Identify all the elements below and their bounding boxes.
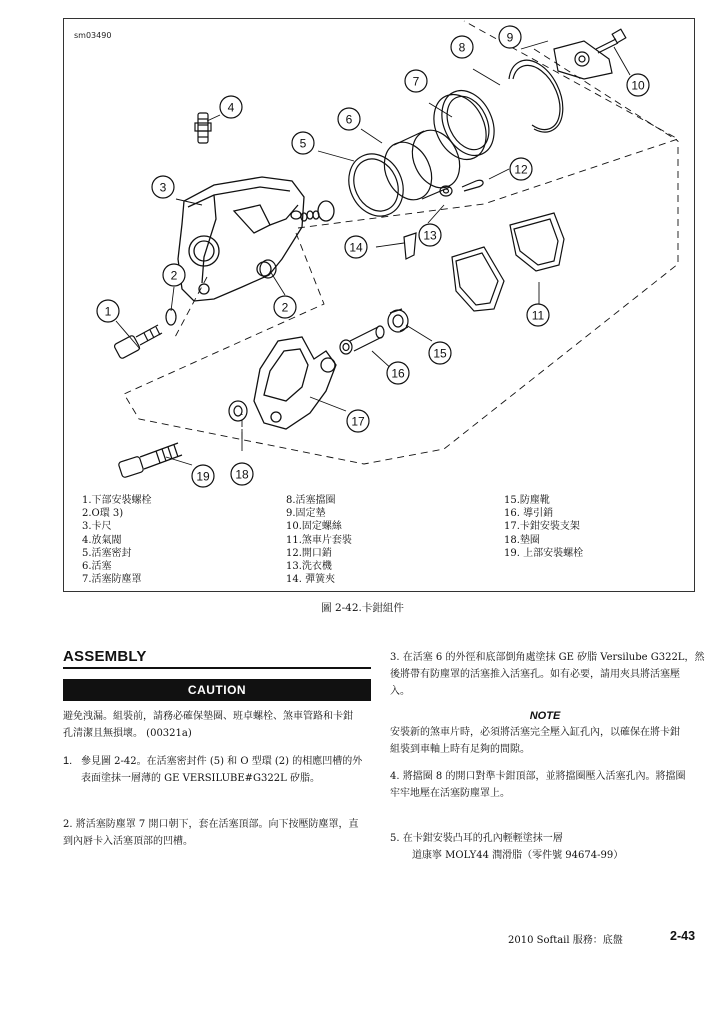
step-1 xyxy=(63,753,362,787)
step-text-line: 到內唇卡入活塞頂部的凹槽。 xyxy=(63,836,193,847)
step-text-line: 牢牢地壓在活塞防塵罩上。 xyxy=(390,788,510,799)
callout-number: 15 xyxy=(433,346,447,361)
spring-clip-drawing xyxy=(404,233,416,259)
legend-item: 3.卡尺 xyxy=(82,521,112,533)
legend-item: 15.防塵靴 xyxy=(504,495,550,506)
step-4 xyxy=(390,768,685,802)
callout-number: 4 xyxy=(227,100,235,115)
bleeder-valve-drawing xyxy=(195,113,211,143)
callout-number: 16 xyxy=(391,366,405,381)
step-text-line: 入。 xyxy=(390,686,410,697)
note-text xyxy=(390,724,680,758)
legend-item: 19. 上部安裝螺栓 xyxy=(504,547,584,559)
callout-number: 12 xyxy=(514,162,528,177)
step-2 xyxy=(63,816,358,850)
step-text-line: 表面塗抹一層薄的 GE VERSILUBE#G322L 矽脂。 xyxy=(81,773,320,784)
callout-leaders xyxy=(116,41,630,465)
step-text-line: 4. 將擋圈 8 的開口對準卡鉗頂部，並將擋圈壓入活塞孔內。將擋圈 xyxy=(390,771,686,782)
legend-item: 1.下部安裝螺栓 xyxy=(82,495,152,506)
callout-number: 7 xyxy=(412,74,420,89)
caution-banner: CAUTION xyxy=(63,679,371,701)
step-text-line: 3. 在活塞 6 的外徑和底部倒角處塗抹 GE 矽脂 Versilube G322L，然 xyxy=(390,652,705,663)
callout-number: 11 xyxy=(531,308,545,323)
footer-title: 2010 Softail 服務：底盤 xyxy=(508,935,623,946)
callout-number: 2 xyxy=(170,268,178,283)
caliper-exploded-diagram xyxy=(64,19,696,593)
piston-boot-drawing xyxy=(424,82,504,168)
legend-item: 8.活塞擋圈 xyxy=(286,495,336,506)
upper-mount-bolt-drawing xyxy=(118,443,182,478)
legend-item: 2.O環 3) xyxy=(82,508,124,520)
legend-item: 17.卡鉗安裝支架 xyxy=(504,521,580,533)
legend-item: 11.煞車片套裝 xyxy=(286,534,352,546)
legend-item: 5.活塞密封 xyxy=(82,547,132,559)
figure-box xyxy=(63,18,695,592)
caution-text-line: 孔清潔且無損壞。 (00321a) xyxy=(63,728,192,739)
note-text-line: 組裝到車軸上時有足夠的間隙。 xyxy=(390,744,530,755)
legend-column-1 xyxy=(82,494,152,586)
figure-caption: 圖 2-42.卡鉗組件 xyxy=(321,602,404,614)
callout-number: 10 xyxy=(631,78,645,93)
callout-number: 1 xyxy=(104,304,112,319)
callout-number: 6 xyxy=(345,112,353,127)
o-ring-lower-drawing xyxy=(166,309,176,325)
legend-item: 4.放氣閥 xyxy=(82,534,122,546)
callout-number: 9 xyxy=(506,30,514,45)
mounting-bracket-drawing xyxy=(254,337,336,429)
callout-number: 8 xyxy=(458,40,466,55)
legend-item: 6.活塞 xyxy=(82,561,112,573)
washer-18-drawing xyxy=(229,401,247,421)
step-5 xyxy=(390,830,623,864)
step-text-line: 2. 將活塞防塵罩 7 開口朝下，套在活塞頂部。向下按壓防塵罩，直 xyxy=(63,819,359,830)
assembly-guide-lines xyxy=(124,21,678,464)
step-number: 1. xyxy=(63,755,73,767)
callout-number: 13 xyxy=(423,228,437,243)
callout-number: 3 xyxy=(159,180,167,195)
brake-pad-set-drawing xyxy=(452,213,564,311)
retaining-washer-drawing xyxy=(554,41,612,79)
callout-number: 2 xyxy=(281,300,289,315)
note-text-line: 安裝新的煞車片時，必須將活塞完全壓入缸孔內，以確保在將卡鉗 xyxy=(390,727,680,738)
note-label: NOTE xyxy=(529,710,561,722)
cotter-pin-drawing xyxy=(462,180,483,191)
caliper-body-drawing xyxy=(178,177,334,301)
callout-number: 19 xyxy=(196,469,210,484)
legend-item: 12.開口銷 xyxy=(286,547,332,559)
callout-number: 17 xyxy=(351,414,365,429)
legend-item: 7.活塞防塵罩 xyxy=(82,574,142,586)
callout-number: 18 xyxy=(235,467,249,482)
section-title: ASSEMBLY xyxy=(63,648,147,665)
callout-number: 5 xyxy=(299,136,307,151)
callout-number: 14 xyxy=(349,240,363,255)
page-number: 2-43 xyxy=(670,929,696,943)
guide-pin-drawing xyxy=(340,326,384,354)
piston-drawing xyxy=(375,123,468,208)
legend-item: 18.墊圈 xyxy=(504,534,540,546)
caution-text xyxy=(63,708,353,742)
step-text-line: 後將帶有防塵罩的活塞推入活塞孔。如有必要，請用夾具將活塞壓 xyxy=(390,669,680,680)
retaining-screw-drawing xyxy=(596,29,626,53)
legend-column-3 xyxy=(504,494,583,560)
legend-item: 10.固定螺絲 xyxy=(286,521,342,533)
legend-item: 13.洗衣機 xyxy=(286,561,332,573)
section-rule xyxy=(63,667,371,669)
legend-item: 14. 彈簧夾 xyxy=(286,574,336,586)
lower-mount-bolt-drawing xyxy=(114,325,162,359)
step-text-line: 參見圖 2-42。在活塞密封件 (5) 和 O 型環 (2) 的相應凹槽的外 xyxy=(81,756,363,767)
legend-item: 9.固定墊 xyxy=(286,508,326,520)
legend-column-2 xyxy=(286,494,352,586)
step-3 xyxy=(390,649,704,700)
step-text-line: 5. 在卡鉗安裝凸耳的孔內輕輕塗抹一層 xyxy=(390,833,563,844)
legend-item: 16. 導引銷 xyxy=(504,508,554,520)
piston-seal-drawing xyxy=(339,145,413,225)
step-text-line: 道康寧 MOLY44 潤滑脂（零件號 94674-99） xyxy=(412,850,624,861)
figure-id: sm03490 xyxy=(74,31,112,40)
caution-text-line: 避免洩漏。組裝前，請務必確保墊圈、班卓螺栓、煞車管路和卡鉗 xyxy=(63,711,353,722)
